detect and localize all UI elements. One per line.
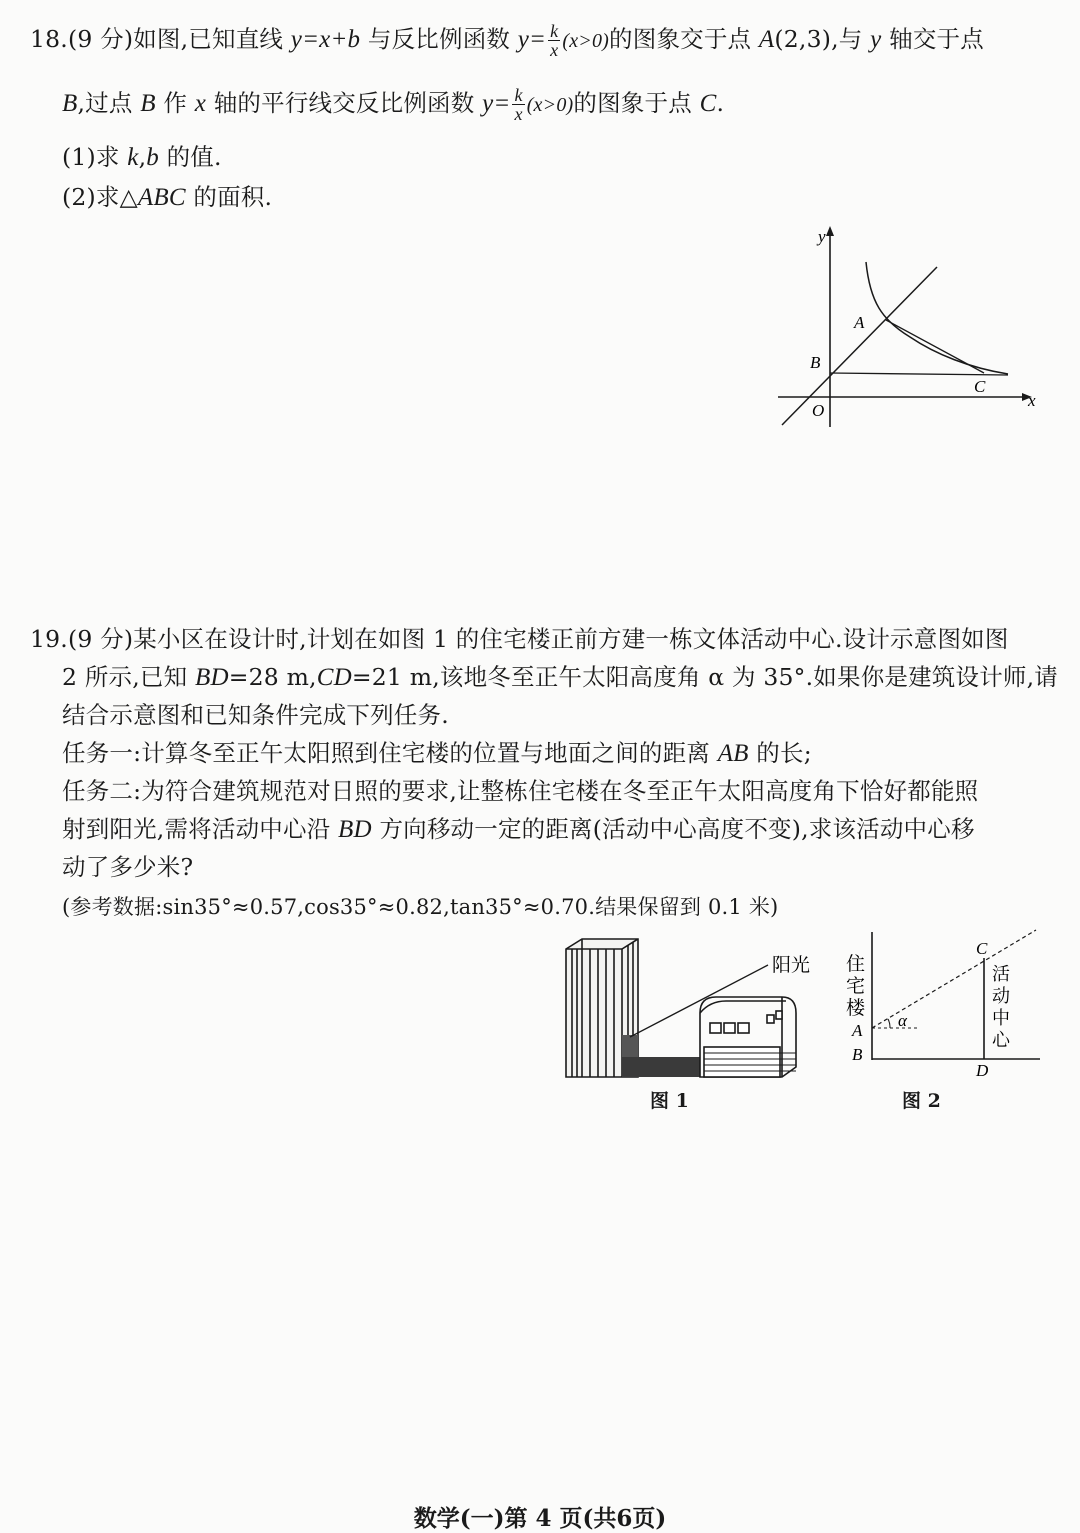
point-b-label: B <box>62 90 78 117</box>
y-variable: y <box>870 26 882 53</box>
y-axis-label: y <box>818 227 826 246</box>
q18-text: 轴交于点 <box>881 25 984 53</box>
point-d-label: D <box>976 1061 989 1078</box>
domain-condition: (x>0) <box>526 94 574 116</box>
q18-text: 的图象交于点 <box>609 25 759 53</box>
residential-label: 楼 <box>846 998 866 1019</box>
q19-text: 19.(9 分)某小区在设计时,计划在如图 1 的住宅楼正前方建一栋文体活动中心.设计示意图如图 <box>30 625 1009 653</box>
q19-line-1 <box>30 622 1009 656</box>
q18-text: 的值. <box>158 143 222 171</box>
center-label: 中 <box>992 1008 1010 1028</box>
q18-text: 作 <box>155 89 195 117</box>
angle-arc <box>888 1019 890 1028</box>
domain-condition: (x>0) <box>562 30 610 52</box>
q18-text: ,过点 <box>77 89 141 117</box>
point-a-label: A <box>854 313 865 332</box>
fraction-k-over-x <box>512 86 524 123</box>
q19-text: 2 所示,已知 <box>62 663 195 691</box>
q19-text: =28 m, <box>228 663 317 691</box>
center-label: 动 <box>992 986 1010 1006</box>
q18-line-2 <box>62 86 724 123</box>
center-label: 心 <box>992 1030 1010 1050</box>
q19-figure-2 <box>840 928 1050 1078</box>
sunlight-label: 阳光 <box>772 955 811 976</box>
k-variable: k <box>127 144 139 171</box>
q18-text: . <box>716 89 725 117</box>
frac-denominator: x <box>550 40 559 60</box>
q18-text: ,与 <box>831 25 871 53</box>
page-footer: 数学(一)第 4 页(共6页) <box>413 1505 667 1532</box>
point-c-label: C <box>699 90 717 117</box>
segment-ac <box>886 320 984 373</box>
residential-label: 宅 <box>846 976 866 997</box>
frac-numerator: k <box>514 85 523 105</box>
func-lhs: y= <box>482 90 511 117</box>
segment-bc <box>830 373 1008 375</box>
q18-text: 的面积. <box>185 183 273 211</box>
triangle-abc: ABC <box>137 184 186 211</box>
frac-denominator: x <box>514 104 523 124</box>
segment-bd: BD <box>338 816 372 843</box>
q19-task-2-line-1 <box>62 774 978 808</box>
point-a-label: A <box>852 1021 863 1040</box>
residential-label: 住 <box>846 954 866 975</box>
q19-task-1 <box>62 736 812 771</box>
q18-text: 的图象于点 <box>573 89 700 117</box>
b-variable: b <box>146 144 159 171</box>
q18-subquestion-1 <box>62 140 222 175</box>
point-a-label: A <box>758 26 775 53</box>
sun-ray-dashed <box>872 930 1036 1028</box>
x-variable: x <box>194 90 207 117</box>
ground-shadow <box>622 1057 700 1077</box>
segment-cd: CD <box>316 664 352 691</box>
q18-text: 与反比例函数 <box>360 25 518 53</box>
q18-subquestion-2 <box>62 180 272 215</box>
q19-text: (参考数据:sin35°≈0.57,cos35°≈0.82,tan35°≈0.70.结果保留到 0.1 米) <box>62 895 779 919</box>
q19-text: 射到阳光,需将活动中心沿 <box>62 815 339 843</box>
point-b-label: B <box>140 90 156 117</box>
segment-bd: BD <box>194 664 229 691</box>
frac-numerator: k <box>550 21 559 41</box>
point-a-coords: (2,3) <box>774 25 832 53</box>
q19-line-2 <box>62 660 1058 695</box>
q18-text: 18.(9 分)如图,已知直线 <box>30 25 291 53</box>
point-b-label: B <box>810 353 821 372</box>
point-b-label: B <box>852 1045 863 1064</box>
figure-1-caption: 图 1 <box>650 1090 689 1112</box>
q18-text: (1)求 <box>62 143 128 171</box>
alpha-label: α <box>898 1011 907 1030</box>
line-y-x-b <box>782 267 937 425</box>
q18-text: 轴的平行线交反比例函数 <box>206 89 483 117</box>
q19-text: 动了多少米? <box>62 853 194 881</box>
q19-text: 结合示意图和已知条件完成下列任务. <box>62 701 449 729</box>
q19-text: 任务二:为符合建筑规范对日照的要求,让整栋住宅楼在冬至正午太阳高度角下恰好都能照 <box>62 777 979 805</box>
q19-text: 方向移动一定的距离(活动中心高度不变),求该活动中心移 <box>371 815 975 843</box>
figure-2-caption: 图 2 <box>902 1090 941 1112</box>
q18-line-1 <box>30 22 984 59</box>
q19-figure-1 <box>560 935 830 1085</box>
q18-text: (2)求△ <box>62 183 138 211</box>
center-label: 活 <box>992 964 1010 984</box>
q19-text: 的长; <box>748 739 812 767</box>
point-c-label: C <box>974 377 986 396</box>
q18-coordinate-figure <box>770 222 1050 432</box>
line-equation: y=x+b <box>290 26 361 53</box>
q19-task-2-line-3 <box>62 850 193 884</box>
segment-ab: AB <box>717 740 749 767</box>
q19-line-3 <box>62 698 449 732</box>
y-axis-arrow <box>826 226 834 236</box>
q19-text: =21 m,该地冬至正午太阳高度角 α 为 35°.如果你是建筑设计师,请 <box>351 663 1058 691</box>
point-c-label: C <box>976 939 988 958</box>
x-axis-label: x <box>1028 391 1036 410</box>
origin-label: O <box>812 401 825 420</box>
q19-text: 任务一:计算冬至正午太阳照到住宅楼的位置与地面之间的距离 <box>62 739 718 767</box>
q19-reference-data <box>62 890 778 924</box>
fraction-k-over-x <box>548 22 560 59</box>
q19-task-2-line-2 <box>62 812 975 847</box>
func-lhs: y= <box>517 26 547 53</box>
hyperbola-curve <box>866 262 1008 374</box>
q18-text: , <box>138 143 147 171</box>
